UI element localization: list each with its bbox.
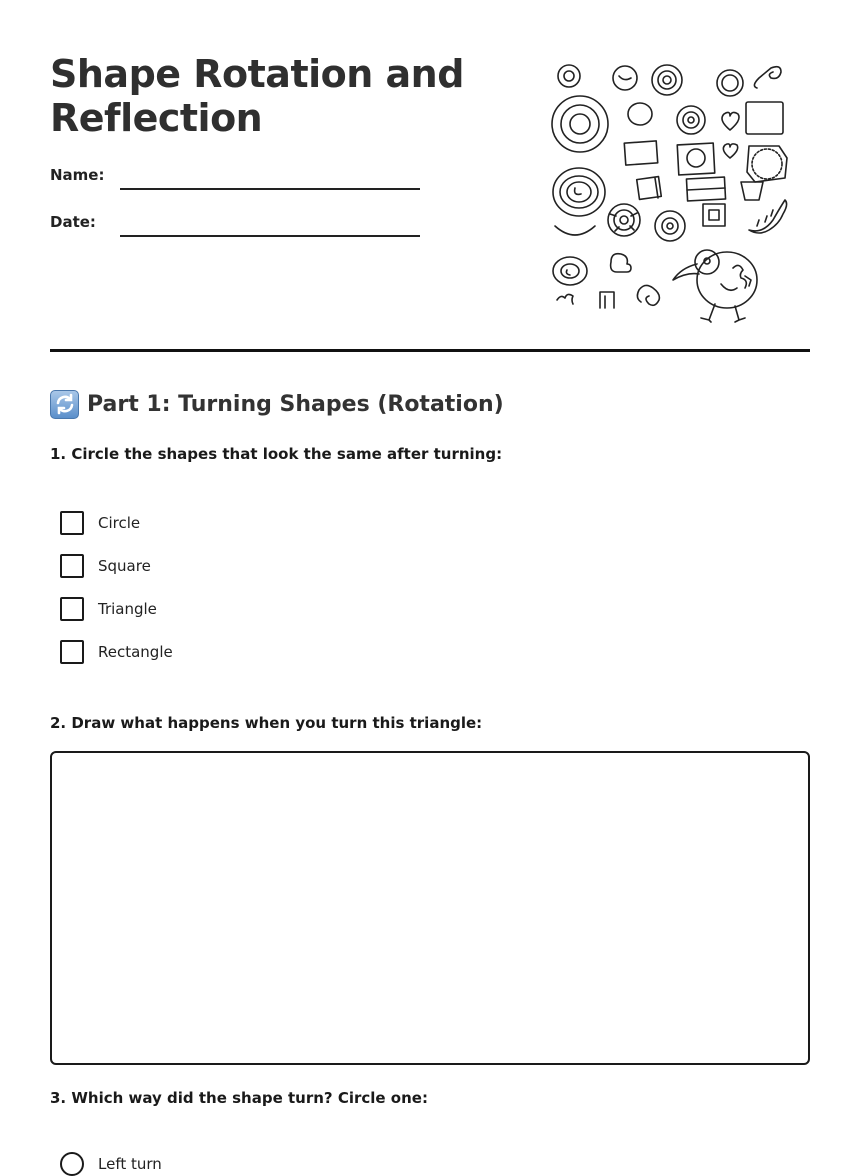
rotate-arrows-icon — [50, 390, 79, 419]
name-field — [50, 166, 430, 196]
part1-heading — [50, 388, 504, 420]
option-rectangle[interactable] — [60, 640, 173, 664]
option-triangle[interactable] — [60, 597, 157, 621]
option-left-turn[interactable] — [60, 1152, 162, 1176]
date-field — [50, 213, 430, 243]
date-write-line[interactable] — [120, 235, 420, 237]
checkbox[interactable] — [60, 511, 84, 535]
shapes-clipart-illustration — [545, 58, 795, 320]
option-label: Triangle — [98, 600, 157, 618]
option-label: Square — [98, 557, 151, 575]
option-label: Circle — [98, 514, 141, 532]
name-write-line[interactable] — [120, 188, 420, 190]
header-divider — [50, 349, 810, 352]
worksheet-title: Shape Rotation and Reflection — [50, 52, 464, 140]
drawing-area[interactable] — [50, 751, 810, 1065]
date-label: Date: — [50, 213, 96, 231]
name-label: Name: — [50, 166, 105, 184]
question-1: 1. Circle the shapes that look the same after turning: — [50, 445, 503, 463]
option-label: Left turn — [98, 1155, 162, 1173]
radio-circle[interactable] — [60, 1152, 84, 1176]
checkbox[interactable] — [60, 597, 84, 621]
option-circle[interactable] — [60, 511, 140, 535]
option-label: Rectangle — [98, 643, 173, 661]
question-2: 2. Draw what happens when you turn this triangle: — [50, 714, 483, 732]
checkbox[interactable] — [60, 554, 84, 578]
checkbox[interactable] — [60, 640, 84, 664]
part1-title: Part 1: Turning Shapes (Rotation) — [87, 391, 504, 417]
question-3: 3. Which way did the shape turn? Circle one: — [50, 1089, 428, 1107]
option-square[interactable] — [60, 554, 151, 578]
